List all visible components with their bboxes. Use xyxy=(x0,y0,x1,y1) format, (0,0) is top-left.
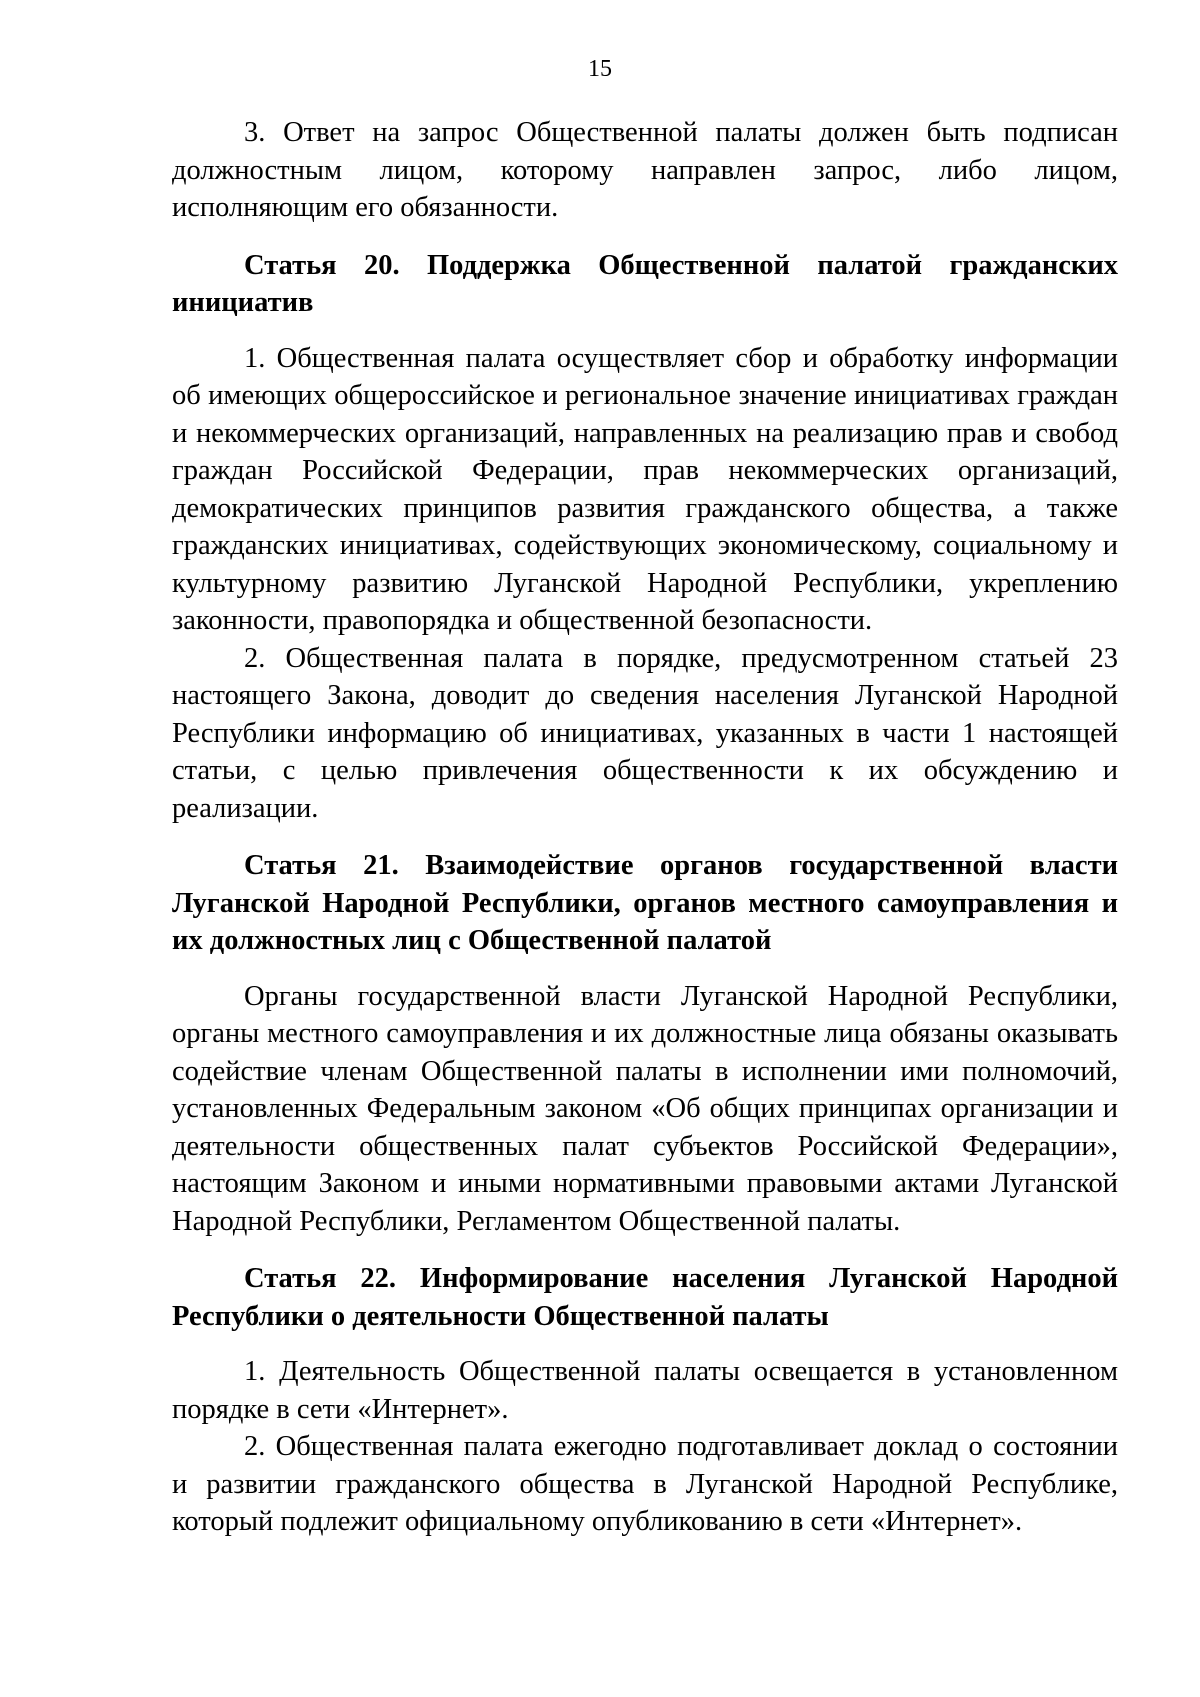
paragraph-article20-part1: 1. Общественная палата осуществляет сбор и обработку информации об имеющих общероссийское и региональное значение инициативах граждан и некоммерческих организаций, направленных на реализацию прав и свобод граждан Российской Федерации, прав некоммерческих организаций, демократических принципов развития гражданского общества, а также гражданских инициативах, содействующих экономическому, социальному и культурному развитию Луганской Народной Республики, укреплению законности, правопорядка и общественной безопасности. xyxy=(172,342,1118,636)
paragraph-article19-part3: 3. Ответ на запрос Общественной палаты должен быть подписан должностным лицом, которому направлен запрос, либо лицом, исполняющим его обязанности. xyxy=(172,117,1118,223)
article-21-heading: Статья 21. Взаимодействие органов государственной власти Луганской Народной Республики, органов местного самоуправления и их должностных лиц с Общественной палатой xyxy=(172,850,1118,956)
article-20-heading: Статья 20. Поддержка Общественной палатой гражданских инициатив xyxy=(172,249,1118,318)
paragraph-article21: Органы государственной власти Луганской Народной Республики, органы местного самоуправления и их должностные лица обязаны оказывать содействие членам Общественной палаты в исполнении ими полномочий, установленных Федеральным законом «Об общих принципах организации и деятельности общественных палат субъектов Российской Федерации», настоящим Законом и иными нормативными правовыми актами Луганской Народной Республики, Регламентом Общественной палаты. xyxy=(172,980,1118,1237)
page-number: 15 xyxy=(588,56,612,82)
paragraph-article22-part1: 1. Деятельность Общественной палаты освещается в установленном порядке в сети «Интернет». xyxy=(172,1356,1118,1425)
paragraph-article22-part2: 2. Общественная палата ежегодно подготавливает доклад о состоянии и развитии гражданского общества в Луганской Народной Республике, который подлежит официальному опубликованию в сети «Интернет». xyxy=(172,1431,1118,1537)
paragraph-article20-part2: 2. Общественная палата в порядке, предусмотренном статьей 23 настоящего Закона, доводит до сведения населения Луганской Народной Республики информацию об инициативах, указанных в части 1 настоящей статьи, с целью привлечения общественности к их обсуждению и реализации. xyxy=(172,642,1118,824)
article-22-heading: Статья 22. Информирование населения Луганской Народной Республики о деятельности Общественной палаты xyxy=(172,1263,1118,1332)
document-body xyxy=(172,114,1118,1541)
